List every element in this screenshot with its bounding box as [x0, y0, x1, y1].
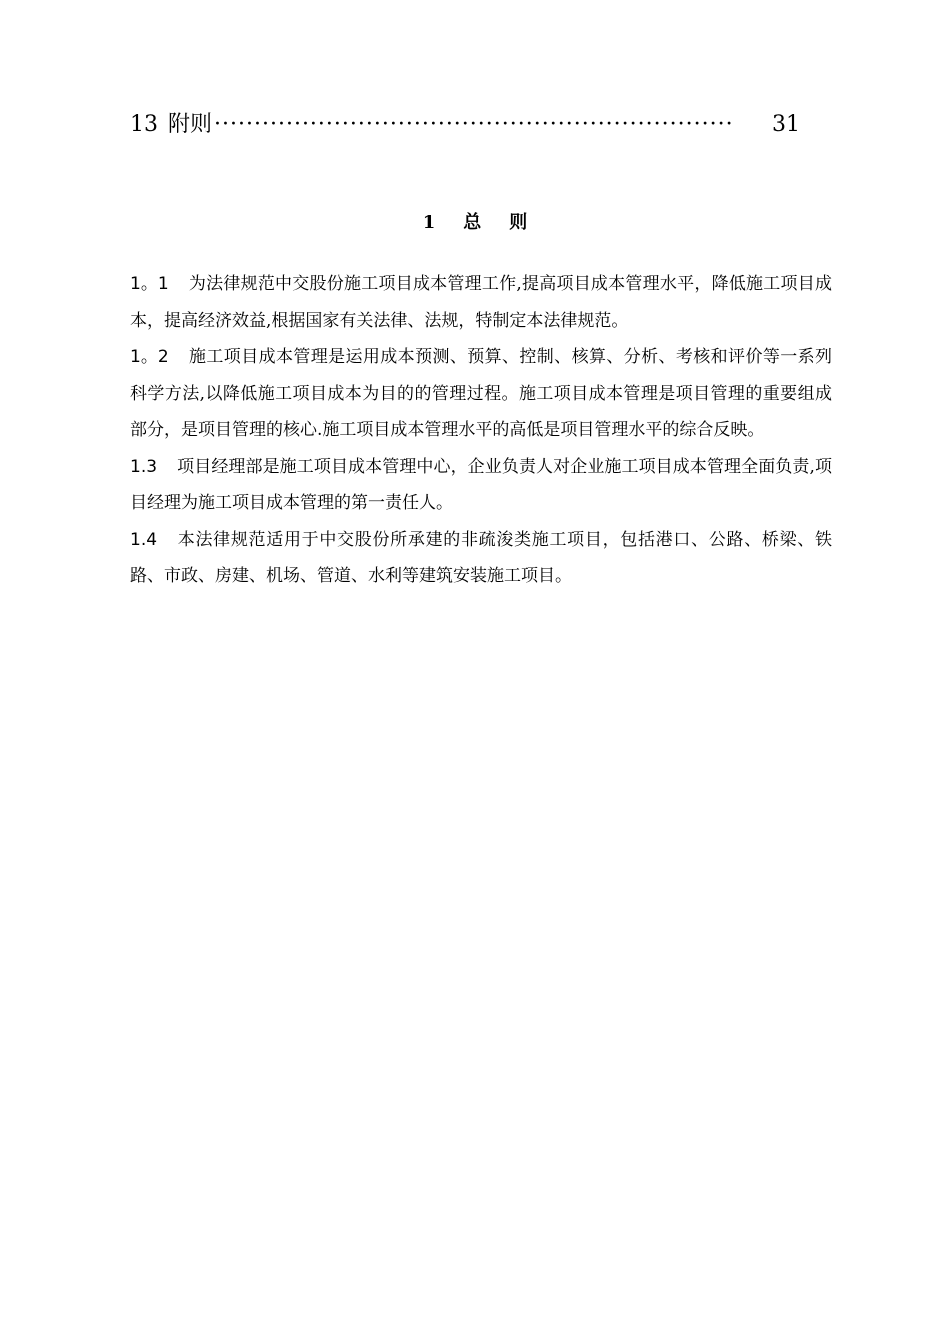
clause-number: 1.4	[130, 529, 158, 550]
chapter-title-char-2: 则	[509, 212, 528, 233]
chapter-number: 1	[422, 212, 436, 233]
clause-number: 1。1	[130, 274, 169, 294]
clause-paragraph	[130, 266, 832, 339]
toc-entry-title: 附则	[168, 112, 213, 137]
chapter-title-char-1: 总	[463, 212, 482, 233]
clause-number: 1.3	[130, 456, 158, 477]
chapter-heading	[0, 208, 950, 238]
clause-paragraph	[130, 522, 832, 595]
clause-number: 1。2	[130, 347, 169, 367]
toc-dot-leader: ·································································	[214, 112, 734, 137]
toc-entry[interactable]	[130, 108, 800, 142]
clause-text: 本法律规范适用于中交股份所承建的非疏浚类施工项目，包括港口、公路、桥梁、铁路、市政、房建、机场、管道、水利等建筑安装施工项目。	[130, 529, 832, 586]
chapter-body	[130, 266, 832, 595]
toc-page-number: 31	[772, 112, 800, 137]
clause-paragraph	[130, 449, 832, 522]
clause-text: 为法律规范中交股份施工项目成本管理工作,提高项目成本管理水平，降低施工项目成本，提高经济效益,根据国家有关法律、法规，特制定本法律规范。	[130, 274, 832, 331]
clause-paragraph	[130, 339, 832, 449]
clause-text: 项目经理部是施工项目成本管理中心，企业负责人对企业施工项目成本管理全面负责,项目经理为施工项目成本管理的第一责任人。	[130, 456, 832, 513]
toc-entry-number: 13	[130, 112, 158, 137]
clause-text: 施工项目成本管理是运用成本预测、预算、控制、核算、分析、考核和评价等一系列科学方法,以降低施工项目成本为目的的管理过程。施工项目成本管理是项目管理的重要组成部分，是项目管理的核心.施工项目成本管理水平的高低是项目管理水平的综合反映。	[130, 347, 832, 440]
